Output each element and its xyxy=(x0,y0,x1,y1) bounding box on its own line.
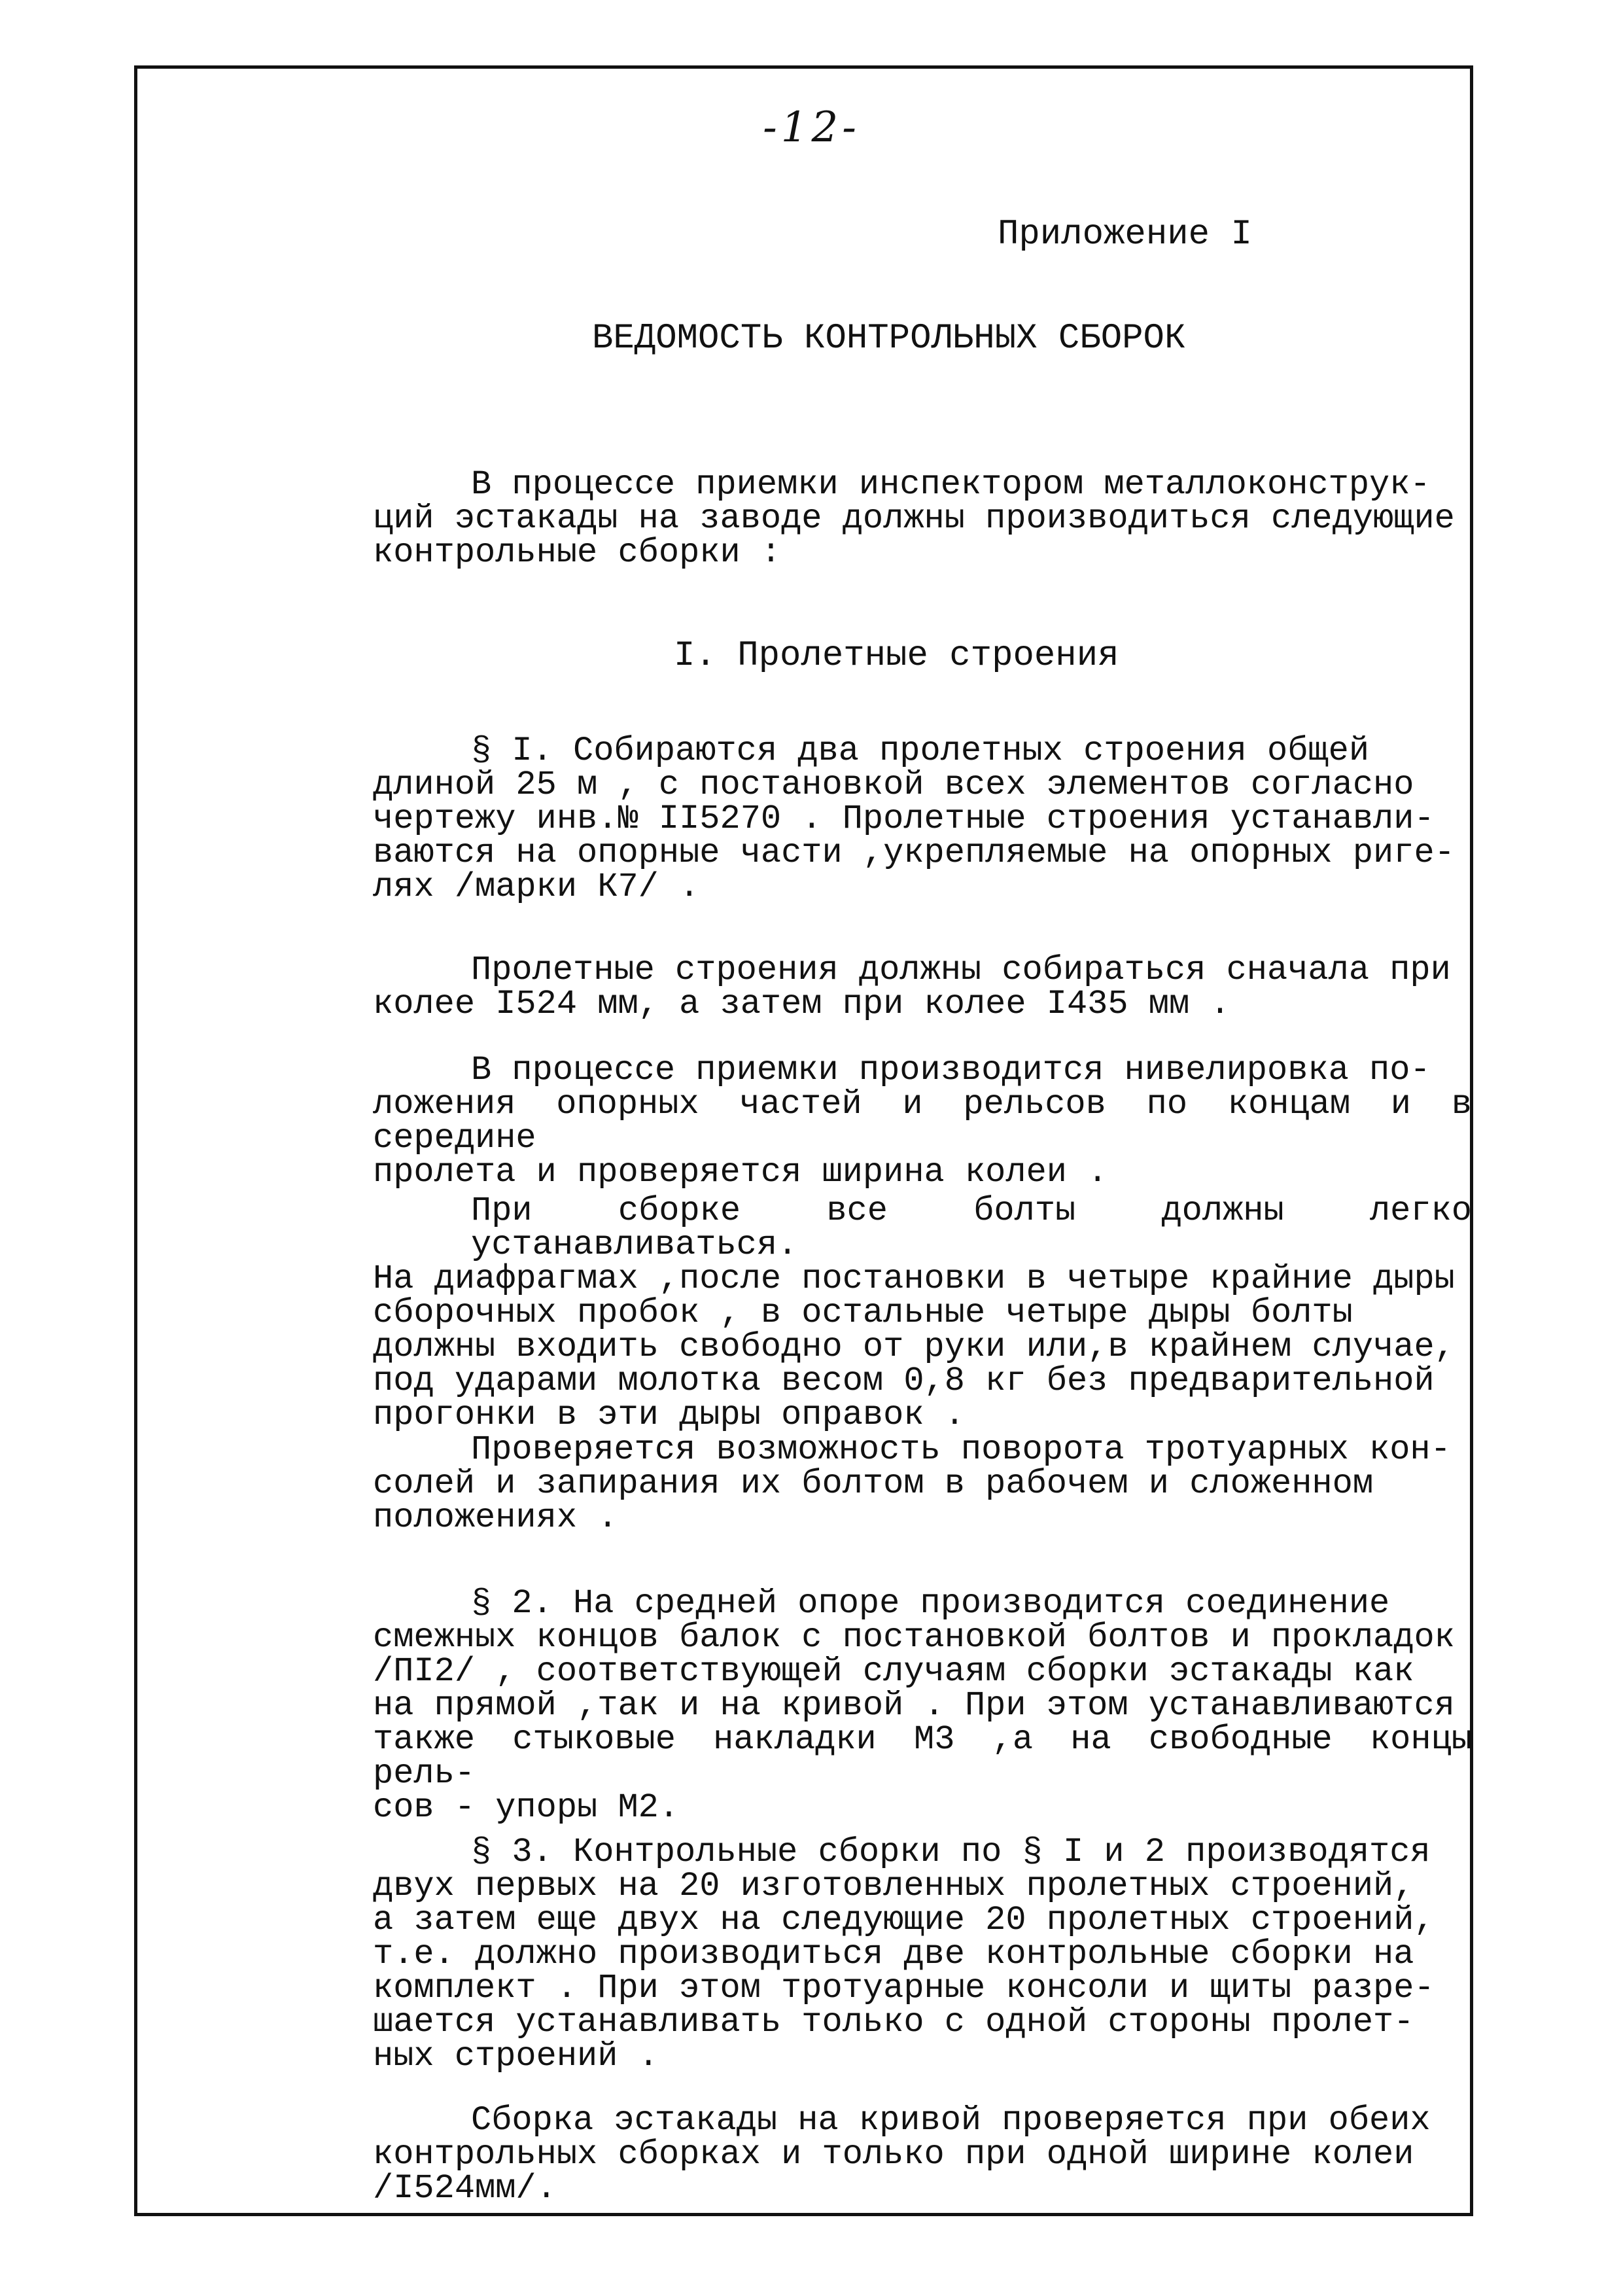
text-line: На диафрагмах ,после постановки в четыре крайние дыры xyxy=(373,1260,1455,1298)
text-line: Пролетные строения должны собираться сначала при xyxy=(471,951,1451,989)
paragraph-4 xyxy=(373,1194,1472,1432)
text-line: двух первых на 20 изготовленных пролетных строений, xyxy=(373,1867,1414,1905)
text-line: лях /марки К7/ . xyxy=(373,868,700,906)
text-line: должны входить свободно от руки или,в крайнем случае, xyxy=(373,1328,1455,1366)
paragraph-6 xyxy=(373,1584,1472,1827)
text-line: § 2. На средней опоре производится соединение xyxy=(471,1584,1390,1623)
text-line: шается устанавливать только с одной стороны пролет- xyxy=(373,2003,1414,2041)
paragraph-2 xyxy=(373,953,1472,1021)
text-line: § 3. Контрольные сборки по § I и 2 производятся xyxy=(471,1833,1431,1871)
paragraph-3 xyxy=(373,1053,1472,1190)
text-line: а затем еще двух на следующие 20 пролетных строений, xyxy=(373,1901,1435,1939)
page-number: -12- xyxy=(763,103,860,152)
paragraph-1 xyxy=(373,734,1472,904)
paragraph-8 xyxy=(373,2101,1472,2208)
text-line: сборочных пробок , в остальные четыре дыры болты xyxy=(373,1294,1353,1332)
text-line: § I. Собираются два пролетных строения общей xyxy=(471,732,1370,770)
paragraph-7 xyxy=(373,1835,1472,2074)
text-line: контрольных сборках и только при одной ширине колеи xyxy=(373,2135,1414,2174)
document-title: ВЕДОМОСТЬ КОНТРОЛЬНЫХ СБОРОК xyxy=(592,319,1186,359)
section-heading: I. Пролетные строения xyxy=(674,636,1119,676)
text-line: прогонки в эти дыры оправок . xyxy=(373,1396,965,1434)
text-line: на прямой ,так и на кривой . При этом устанавливаются xyxy=(373,1686,1455,1725)
intro-paragraph xyxy=(373,465,1472,572)
text-line: ложения опорных частей и рельсов по концам и в середине xyxy=(373,1085,1472,1157)
text-line: Сборка эстакады на кривой проверяется при обеих xyxy=(471,2101,1431,2140)
text-line: положениях . xyxy=(373,1498,618,1537)
text-line: т.е. должно производиться две контрольные сборки на xyxy=(373,1935,1414,1973)
text-line: Проверяется возможность поворота тротуарных кон- xyxy=(471,1430,1451,1469)
text-line: В процессе приемки производится нивелировка по- xyxy=(471,1051,1431,1089)
appendix-label: Приложение I xyxy=(998,215,1252,255)
text-line: В процессе приемки инспектором металлоконструк- xyxy=(471,465,1431,504)
text-line: пролета и проверяется ширина колеи . xyxy=(373,1153,1108,1192)
text-line: чертежу инв.№ II5270 . Пролетные строения устанавли- xyxy=(373,800,1435,838)
text-line: ций эстакады на заводе должны производиться следующие xyxy=(373,499,1455,538)
text-line: ваются на опорные части ,укрепляемые на опорных риге- xyxy=(373,834,1455,872)
text-line: ных строений . xyxy=(373,2037,659,2075)
text-line: длиной 25 м , с постановкой всех элементов согласно xyxy=(373,766,1414,804)
paragraph-5 xyxy=(373,1430,1472,1537)
text-line: смежных концов балок с постановкой болтов и прокладок xyxy=(373,1618,1455,1657)
text-line: также стыковые накладки М3 ,а на свободные концы рель- xyxy=(373,1720,1472,1793)
text-line: /ПI2/ , соответствующей случаям сборки эстакады как xyxy=(373,1652,1414,1691)
text-line: сов - упоры М2. xyxy=(373,1788,680,1827)
text-line: солей и запирания их болтом в рабочем и сложенном xyxy=(373,1464,1374,1503)
text-line: При сборке все болты должны легко устанавливаться. xyxy=(471,1192,1472,1264)
text-line: контрольные сборки : xyxy=(373,533,782,572)
text-line: колее I524 мм, а затем при колее I435 мм . xyxy=(373,985,1230,1023)
text-line: под ударами молотка весом 0,8 кг без предварительной xyxy=(373,1362,1435,1400)
text-line: комплект . При этом тротуарные консоли и щиты разре- xyxy=(373,1969,1435,2007)
text-line: /I524мм/. xyxy=(373,2169,557,2208)
